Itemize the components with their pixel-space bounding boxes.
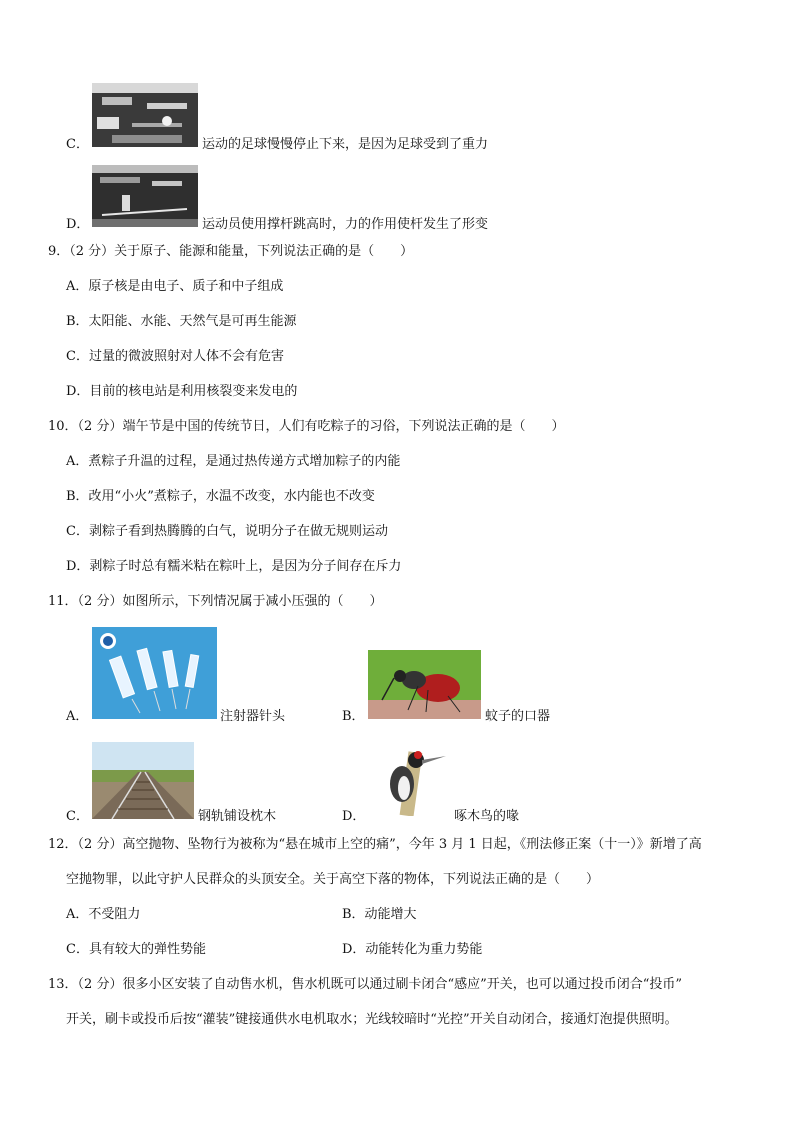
q10-option-c: C．剥粽子看到热腾腾的白气，说明分子在做无规则运动	[66, 524, 388, 539]
soccer-photo	[92, 83, 198, 147]
q8-option-c-letter: C．	[66, 137, 89, 152]
q10-stem: 10．（2 分）端午节是中国的传统节日，人们有吃粽子的习俗，下列说法正确的是（ ）	[48, 419, 565, 434]
q9-option-a: A．原子核是由电子、质子和中子组成	[66, 279, 284, 294]
q9-option-b: B．太阳能、水能、天然气是可再生能源	[66, 314, 297, 329]
q11-option-c-letter: C．	[66, 809, 89, 824]
q11-option-d-letter: D．	[342, 809, 366, 824]
pole-vault-photo	[92, 165, 198, 227]
q9-stem: 9．（2 分）关于原子、能源和能量，下列说法正确的是（ ）	[48, 244, 414, 259]
q11-stem: 11．（2 分）如图所示，下列情况属于减小压强的（ ）	[48, 594, 383, 609]
q12-option-b: B．动能增大	[342, 907, 417, 922]
q12-stem-line1: 12．（2 分）高空抛物、坠物行为被称为“悬在城市上空的痛”，今年 3 月 1 日起，《刑法修正案（十一）》新增了高	[48, 837, 702, 852]
q10-option-a: A．煮粽子升温的过程，是通过热传递方式增加粽子的内能	[66, 454, 401, 469]
q10-option-d: D．剥粽子时总有糯米粘在粽叶上，是因为分子间存在斥力	[66, 559, 402, 574]
q11-option-b-text: 蚊子的口器	[485, 709, 551, 724]
q13-stem-line2: 开关，刷卡或投币后按“灌装”键接通供水电机取水；光线较暗时“光控”开关自动闭合，接通灯泡提供照明。	[66, 1012, 678, 1027]
q8-option-c-text: 运动的足球慢慢停止下来，是因为足球受到了重力	[202, 137, 489, 152]
syringe-photo	[92, 627, 217, 719]
woodpecker-photo	[372, 742, 452, 816]
q8-option-d-text: 运动员使用撑杆跳高时，力的作用使杆发生了形变	[202, 217, 489, 232]
q12-option-c: C．具有较大的弹性势能	[66, 942, 206, 957]
mosquito-photo	[368, 650, 481, 719]
q9-option-c: C．过量的微波照射对人体不会有危害	[66, 349, 284, 364]
q12-option-d: D．动能转化为重力势能	[342, 942, 483, 957]
q12-option-a: A．不受阻力	[66, 907, 141, 922]
q11-option-b-letter: B．	[342, 709, 365, 724]
q13-stem-line1: 13．（2 分）很多小区安装了自动售水机，售水机既可以通过刷卡闭合“感应”开关，也可以通过投币闭合“投币”	[48, 977, 683, 992]
railway-photo	[92, 742, 194, 819]
q8-option-d-letter: D．	[66, 217, 90, 232]
q11-option-a-letter: A．	[66, 709, 89, 724]
q11-option-d-text: 啄木鸟的喙	[454, 809, 520, 824]
q10-option-b: B．改用“小火”煮粽子，水温不改变，水内能也不改变	[66, 489, 375, 504]
q11-option-c-text: 钢轨铺设枕木	[198, 809, 277, 824]
q9-option-d: D．目前的核电站是利用核裂变来发电的	[66, 384, 298, 399]
q11-option-a-text: 注射器针头	[220, 709, 286, 724]
q12-stem-line2: 空抛物罪，以此守护人民群众的头顶安全。关于高空下落的物体，下列说法正确的是（ ）	[66, 872, 600, 887]
